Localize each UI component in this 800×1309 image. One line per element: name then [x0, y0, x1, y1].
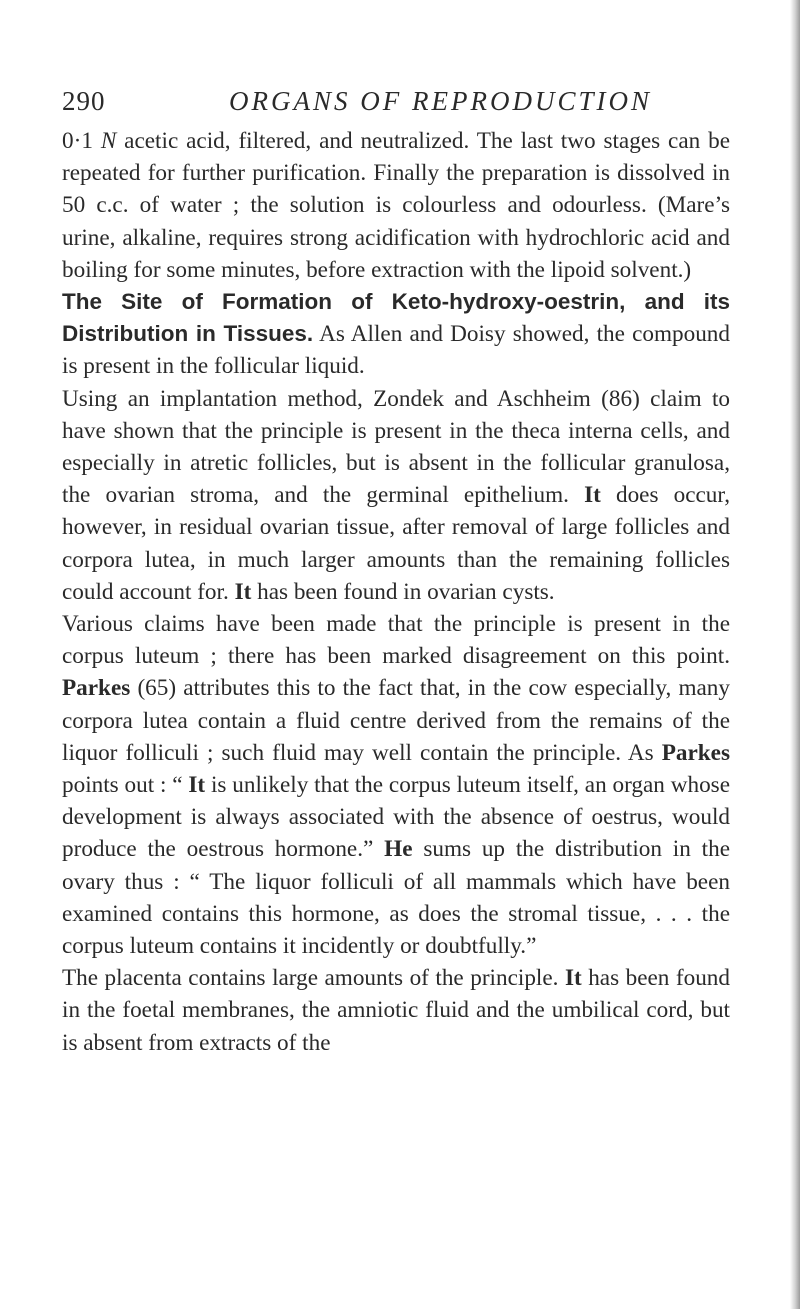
p4-bold-a: Parkes — [62, 675, 131, 702]
p5-bold-a: It — [564, 965, 582, 992]
p4-text-a: Various claims have been made that the principle is present in the corpus luteum ; there has been marked disagreement on this point. — [62, 611, 730, 670]
p4-bold-b: Parkes — [661, 739, 730, 766]
p4-text-c: points out : “ — [62, 772, 189, 799]
p1-normality-symbol: N — [100, 128, 117, 154]
p3-text-b: does occur, however, in residual ovarian tissue, after removal of large follicles and corpora lutea, in much larger amounts than the remaining follicles could account for. — [62, 482, 730, 605]
p3-text-a: Using an implantation method, Zondek and Aschheim (86) claim to have shown that the principle is present in the theca interna cells, and especially in atretic follicles, but is absent in the follicular granulosa, the ovarian stroma, and the germinal epithelium. — [62, 385, 730, 509]
p4-bold-d: He — [384, 836, 413, 863]
paragraph-1 — [62, 125, 730, 286]
p4-text-b: (65) attributes this to the fact that, in the cow especially, many corpora lutea contain a fluid centre derived from the remains of the liquor folliculi ; such fluid may well contain the principle. As — [62, 675, 730, 766]
p4-text-d: is unlikely that the corpus luteum itself, an organ whose development is always associated with the absence of oestrus, would produce the oestrous hormone.” — [62, 772, 730, 863]
p1-text-b: acetic acid, filtered, and neutralized. The last two stages can be repeated for further purification. Finally the preparation is dissolved in 50 c.c. of water ; the solution is colourless and odourless. (Mare’s urine, alkaline, requires strong acidification with hydrochloric acid and boiling for some minutes, before extraction with the lipoid solvent.) — [62, 128, 730, 283]
paragraph-2 — [62, 286, 730, 383]
section-heading: The Site of Formation of Keto-hydroxy-oestrin, and its Distribution in Tissues. — [62, 289, 730, 347]
p3-text-c: has been found in ovarian cysts. — [251, 578, 555, 605]
page-edge-shadow — [790, 0, 800, 1309]
p5-text-b: has been found in the foetal membranes, the amniotic fluid and the umbilical cord, but is absent from extracts of the — [62, 965, 730, 1056]
p1-text-a: 0·1 — [62, 128, 101, 154]
page-header — [62, 86, 752, 122]
body-text — [62, 125, 730, 1059]
p2-text: As Allen and Doisy showed, the compound is present in the follicular liquid. — [62, 321, 730, 380]
p3-bold-b: It — [234, 578, 252, 605]
page-number: 290 — [62, 86, 106, 116]
running-head: ORGANS OF REPRODUCTION — [229, 86, 652, 116]
paragraph-4 — [62, 608, 730, 962]
p4-bold-c: It — [188, 772, 206, 799]
p5-text-a: The placenta contains large amounts of the principle. — [62, 965, 565, 992]
p3-bold-a: It — [584, 482, 601, 509]
paragraph-5 — [62, 962, 730, 1059]
p4-text-e: sums up the distribution in the ovary thus : “ The liquor folliculi of all mammals which have been examined contains this hormone, as does the stromal tissue, . . . the corpus luteum contains it incidently or doubtfully.” — [62, 836, 730, 960]
paragraph-3 — [62, 383, 730, 608]
